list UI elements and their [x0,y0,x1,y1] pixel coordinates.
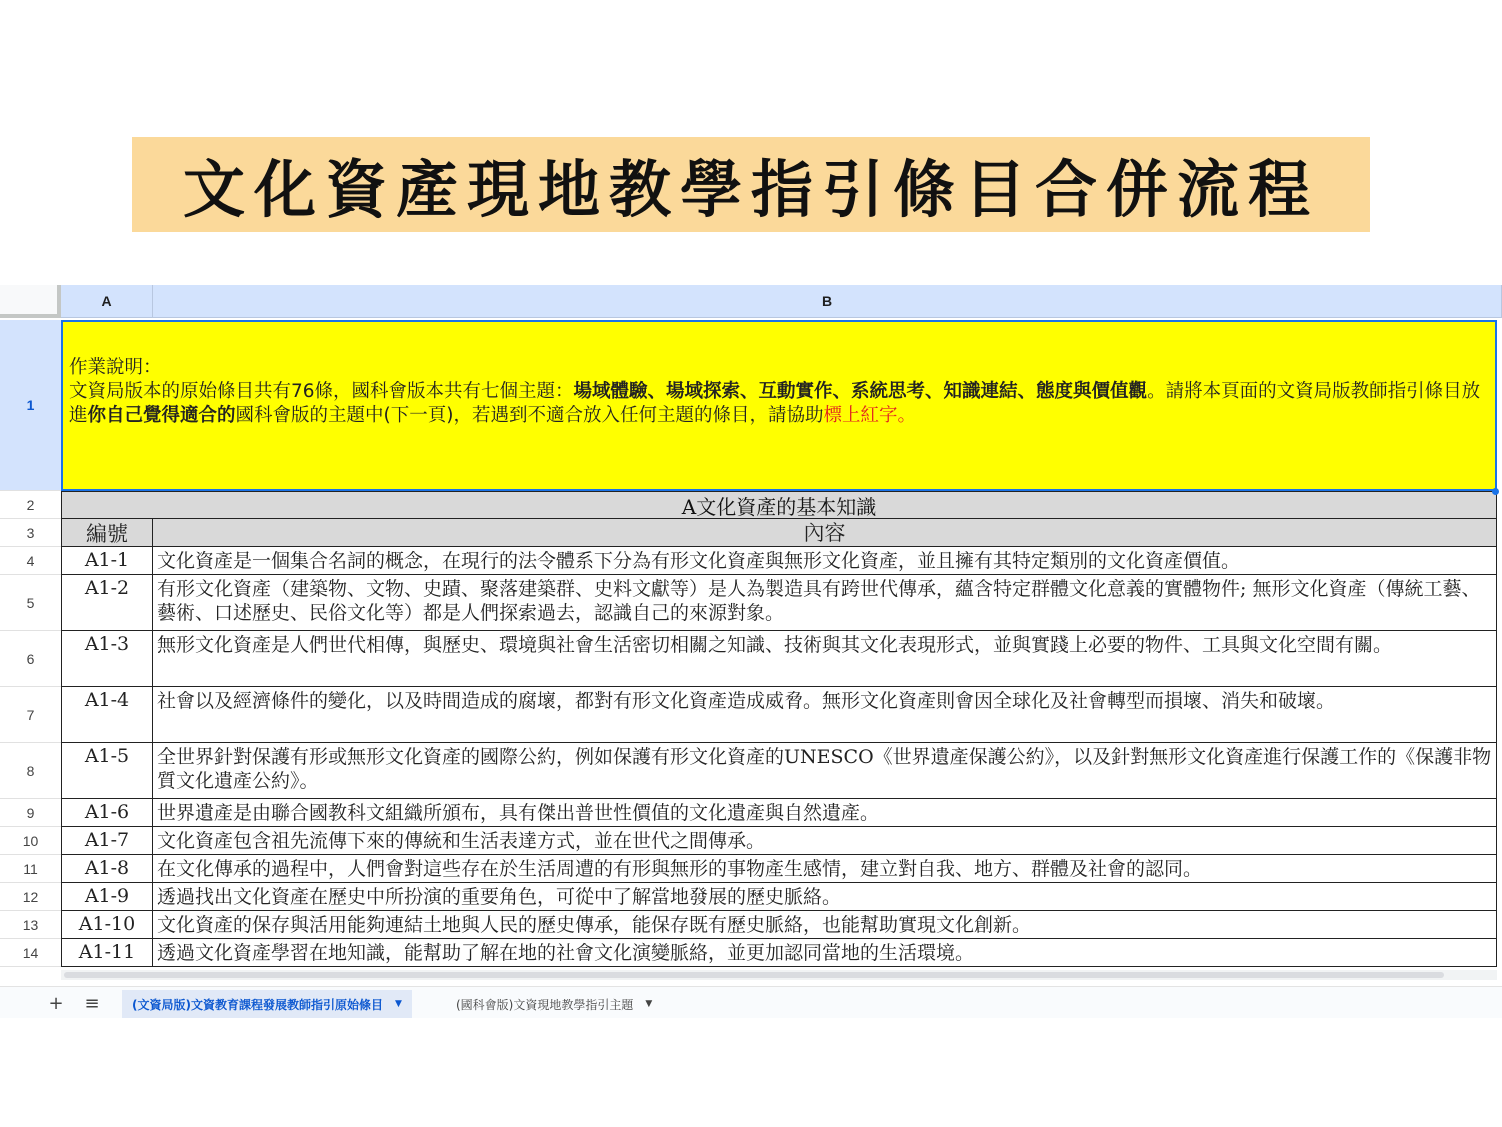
row-header-11[interactable]: 11 [0,855,61,883]
instruction-cell[interactable] [61,320,1497,491]
content-cell[interactable]: 全世界針對保護有形或無形文化資產的國際公約，例如保護有形文化資產的UNESCO《世界遺產保護公約》，以及針對無形文化資產進行保護工作的《保護非物質文化遺產公約》。 [153,743,1497,799]
row-header-2[interactable]: 2 [0,491,61,519]
content-cell[interactable]: 文化資產的保存與活用能夠連結土地與人民的歷史傳承，能保存既有歷史脈絡，也能幫助實現文化創新。 [153,911,1497,939]
table-row [61,911,1497,939]
column-header-b[interactable]: B [153,285,1502,318]
content-cell[interactable]: 社會以及經濟條件的變化，以及時間造成的腐壞，都對有形文化資產造成威脅。無形文化資產則會因全球化及社會轉型而損壞、消失和破壞。 [153,687,1497,743]
table-row [61,855,1497,883]
id-cell[interactable]: A1-5 [61,743,153,799]
plus-icon[interactable]: + [48,992,64,1014]
table-row [61,687,1497,743]
selection-fill-handle[interactable] [1492,488,1499,495]
id-cell[interactable]: A1-7 [61,827,153,855]
sheet-tab-label: (國科會版)文資現地教學指引主題 [456,997,634,1012]
id-cell[interactable]: A1-11 [61,939,153,967]
table-row [61,827,1497,855]
content-cell[interactable]: 透過文化資產學習在地知識，能幫助了解在地的社會文化演變脈絡，並更加認同當地的生活環境。 [153,939,1497,967]
row-header-7[interactable]: 7 [0,687,61,743]
select-all-corner[interactable] [0,285,61,318]
id-cell[interactable]: A1-4 [61,687,153,743]
content-cell[interactable]: 世界遺產是由聯合國教科文組織所頒布，具有傑出普世性價值的文化遺產與自然遺產。 [153,799,1497,827]
instruction-body: 文資局版本的原始條目共有76條，國科會版本共有七個主題：場域體驗、場域探索、互動實作、系統思考、知識連結、態度與價值觀。請將本頁面的文資局版教師指引條目放進你自己覺得適合的國科會版的主題中(下一頁)，若遇到不適合放入任何主題的條目，請協助標上紅字。 [69,381,1481,426]
table-row [61,883,1497,911]
row-header-3[interactable]: 3 [0,519,61,547]
content-cell[interactable]: 無形文化資產是人們世代相傳，與歷史、環境與社會生活密切相關之知識、技術與其文化表現形式，並與實踐上必要的物件、工具與文化空間有關。 [153,631,1497,687]
row-header-4[interactable]: 4 [0,547,61,575]
id-cell[interactable]: A1-10 [61,911,153,939]
sheet-tab-label: (文資局版)文資教育課程發展教師指引原始條目 [132,997,383,1012]
table-row [61,799,1497,827]
table-header-row [61,519,1497,547]
slide-title-box [132,137,1370,232]
table-row [61,575,1497,631]
scrollbar-thumb[interactable] [64,972,1444,978]
row-header-1[interactable]: 1 [0,320,61,491]
row-header-13[interactable]: 13 [0,911,61,939]
sheet-tab-original[interactable] [122,990,412,1018]
id-cell[interactable]: A1-3 [61,631,153,687]
table-row [61,547,1497,575]
chevron-down-icon[interactable]: ▼ [394,999,402,1009]
row-header-9[interactable]: 9 [0,799,61,827]
id-cell[interactable]: A1-6 [61,799,153,827]
spreadsheet [0,285,1502,973]
row-header-5[interactable]: 5 [0,575,61,631]
row-header-14[interactable]: 14 [0,939,61,967]
id-cell[interactable]: A1-2 [61,575,153,631]
id-cell[interactable]: A1-1 [61,547,153,575]
row-header-8[interactable]: 8 [0,743,61,799]
section-title-cell[interactable]: A文化資產的基本知識 [61,491,1497,519]
chevron-down-icon[interactable]: ▼ [645,999,653,1009]
content-cell[interactable]: 文化資產包含祖先流傳下來的傳統和生活表達方式，並在世代之間傳承。 [153,827,1497,855]
header-id-cell[interactable]: 編號 [61,519,153,547]
row-header-10[interactable]: 10 [0,827,61,855]
column-header-a[interactable]: A [61,285,153,318]
table-row [61,743,1497,799]
content-cell[interactable]: 透過找出文化資產在歷史中所扮演的重要角色，可從中了解當地發展的歷史脈絡。 [153,883,1497,911]
slide-title: 文化資產現地教學指引條目合併流程 [182,153,1319,226]
menu-icon[interactable]: ≡ [84,992,100,1014]
content-cell[interactable]: 有形文化資產（建築物、文物、史蹟、聚落建築群、史料文獻等）是人為製造具有跨世代傳承，蘊含特定群體文化意義的實體物件; 無形文化資產（傳統工藝、藝術、口述歷史、民俗文化等）都是人們探索過去，認識自己的來源對象。 [153,575,1497,631]
header-content-cell[interactable]: 內容 [153,519,1497,547]
content-cell[interactable]: 文化資產是一個集合名詞的概念，在現行的法令體系下分為有形文化資產與無形文化資產，並且擁有其特定類別的文化資產價值。 [153,547,1497,575]
row-header-12[interactable]: 12 [0,883,61,911]
content-cell[interactable]: 在文化傳承的過程中，人們會對這些存在於生活周遭的有形與無形的事物產生感情，建立對自我、地方、群體及社會的認同。 [153,855,1497,883]
id-cell[interactable]: A1-8 [61,855,153,883]
sheet-tab-themes[interactable] [446,990,662,1018]
table-row [61,939,1497,967]
id-cell[interactable]: A1-9 [61,883,153,911]
instruction-heading: 作業說明： [69,357,162,378]
sheet-tab-bar [0,986,1502,1018]
row-header-6[interactable]: 6 [0,631,61,687]
table-row [61,631,1497,687]
